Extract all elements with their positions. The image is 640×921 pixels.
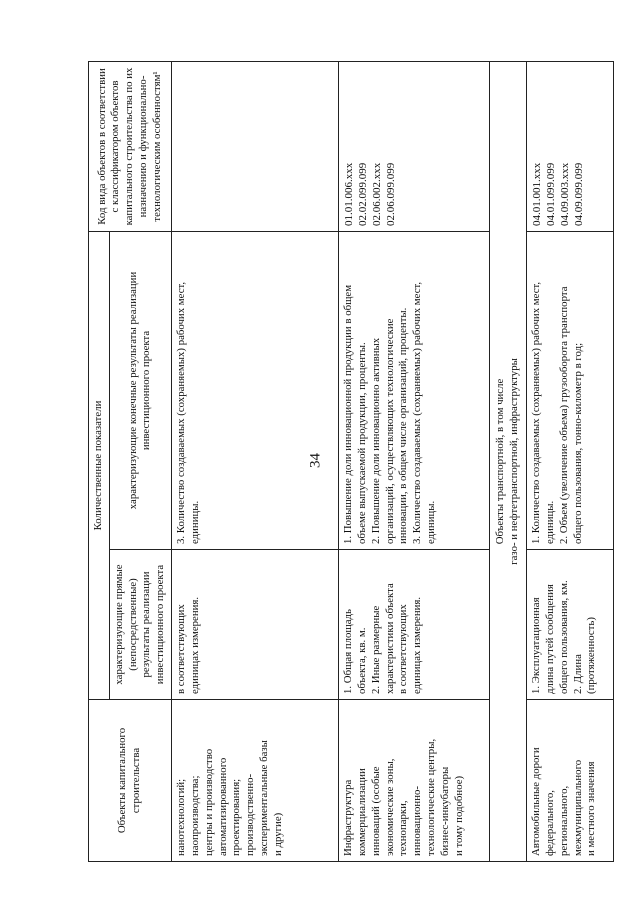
text-line: инновационно- [411,786,424,856]
text-line: единицы. [188,500,201,544]
classifier-code: 02.06.002.xxx [371,162,384,226]
text-line: (протяженность) [585,617,598,694]
capital-objects-table [88,61,614,862]
text-line: бизнес-инкубаторы [438,766,451,856]
text-line: Инфраструктура [342,779,355,856]
text-line: 1. Общая площадь [342,609,355,694]
cell-direct [172,550,339,700]
header-final: характеризующие конечные результаты реализации инвестиционного проекта [109,231,171,549]
text-line: экспериментальные базы [257,740,270,856]
text-line: 3. Количество создаваемых (сохраняемых) рабочих мест, [411,281,424,544]
table-row-innovation-infra [339,61,490,861]
cell-object [172,700,339,862]
classifier-code: 02.02.099.099 [357,162,370,226]
cell-final [527,231,614,549]
text-line: производственно- [244,773,257,856]
cell-final [339,231,490,549]
text-line: и тому подобное) [452,775,465,856]
cell-direct [527,550,614,700]
text-line: общего пользования, тонно-километр в год; [571,342,584,544]
text-line: объеме выпускаемой продукции, проценты. [355,342,368,544]
cell-code [339,61,490,231]
text-line: наопроизводства; [188,775,201,856]
text-line: нанотехнологий; [175,778,188,856]
text-line: 2. Объем (увеличение объема) грузооборота транспорта [557,286,570,544]
text-line: коммерциализации [355,768,368,856]
classifier-code: 04.09.099.099 [573,162,586,226]
text-line: в соответствующих [175,604,188,694]
text-line: в соответствующих [397,604,410,694]
header-quant-group: Количественные показатели [89,231,110,699]
text-line: Автомобильные дороги [530,747,543,856]
text-line: единицах измерения. [188,596,201,694]
header-row-1 [89,61,110,861]
section-title [490,61,527,861]
classifier-code: 01.01.006.xxx [343,162,356,226]
text-line: и другие) [271,812,284,856]
text-line: единицах измерения. [411,596,424,694]
classifier-code: 04.01.001.xxx [531,162,544,226]
cell-object [527,700,614,862]
header-objects: Объекты капитального строительства [89,700,172,862]
text-line: 2. Длина [571,654,584,694]
text-line: 2. Иные размерные [369,605,382,694]
text-line: организаций, осуществляющих технологические [383,318,396,544]
cell-code [172,61,339,231]
text-line: единицы. [424,500,437,544]
text-line: инновации, в общем числе организаций, проценты. [397,307,410,544]
text-line: центры и производство [202,748,215,856]
text-line: экономические зоны, [383,758,396,856]
table-row-roads [527,61,614,861]
text-line: 3. Количество создаваемых (сохраняемых) рабочих мест, [175,281,188,544]
text-line: единицы. [543,500,556,544]
text-line: объекта, кв. м. [355,627,368,694]
text-line: газо- и нефтетранспортной, инфраструктуры [508,358,521,565]
text-line: федерального, [543,790,556,856]
classifier-code: 04.01.099.099 [545,162,558,226]
page-number: 34 [307,453,324,468]
text-line: автоматизированного [216,757,229,856]
text-line: 1. Эксплуатационная [530,597,543,694]
text-line: технологические центры, [424,738,437,856]
rotated-table-wrapper [88,62,598,862]
classifier-code: 04.09.003.xxx [559,162,572,226]
classifier-code: 02.06.099.099 [385,162,398,226]
text-line: характеристики объекта [383,583,396,694]
cell-direct [339,550,490,700]
cell-object [339,700,490,862]
table-row-nanotech [172,61,339,861]
header-code: Код вида объектов в соответствии с классификатором объектов капитального строительства по их назначению и функционально-технологическим особенностям¹ [89,61,172,231]
header-direct: характеризующие прямые (непосредственные) результаты реализации инвестиционного проекта [109,550,171,700]
text-line: общего пользования, км. [557,580,570,694]
section-row-transport [490,61,527,861]
text-line: регионального, [557,785,570,856]
text-line: проектирования; [230,778,243,856]
cell-final [172,231,339,549]
text-line: инноваций (особые [369,766,382,856]
cell-code [527,61,614,231]
text-line: 2. Повышение доли инновационно активных [369,337,382,544]
text-line: межмуниципального [571,759,584,856]
text-line: 1. Количество создаваемых (сохраняемых) рабочих мест, [530,281,543,544]
text-line: технопарки, [397,800,410,856]
text-line: 1. Повышение доли инновационной продукции в общем [342,284,355,544]
text-line: длина путей сообщения [543,584,556,694]
text-line: Объекты транспортной, в том числе [494,378,507,545]
text-line: и местного значения [585,761,598,856]
